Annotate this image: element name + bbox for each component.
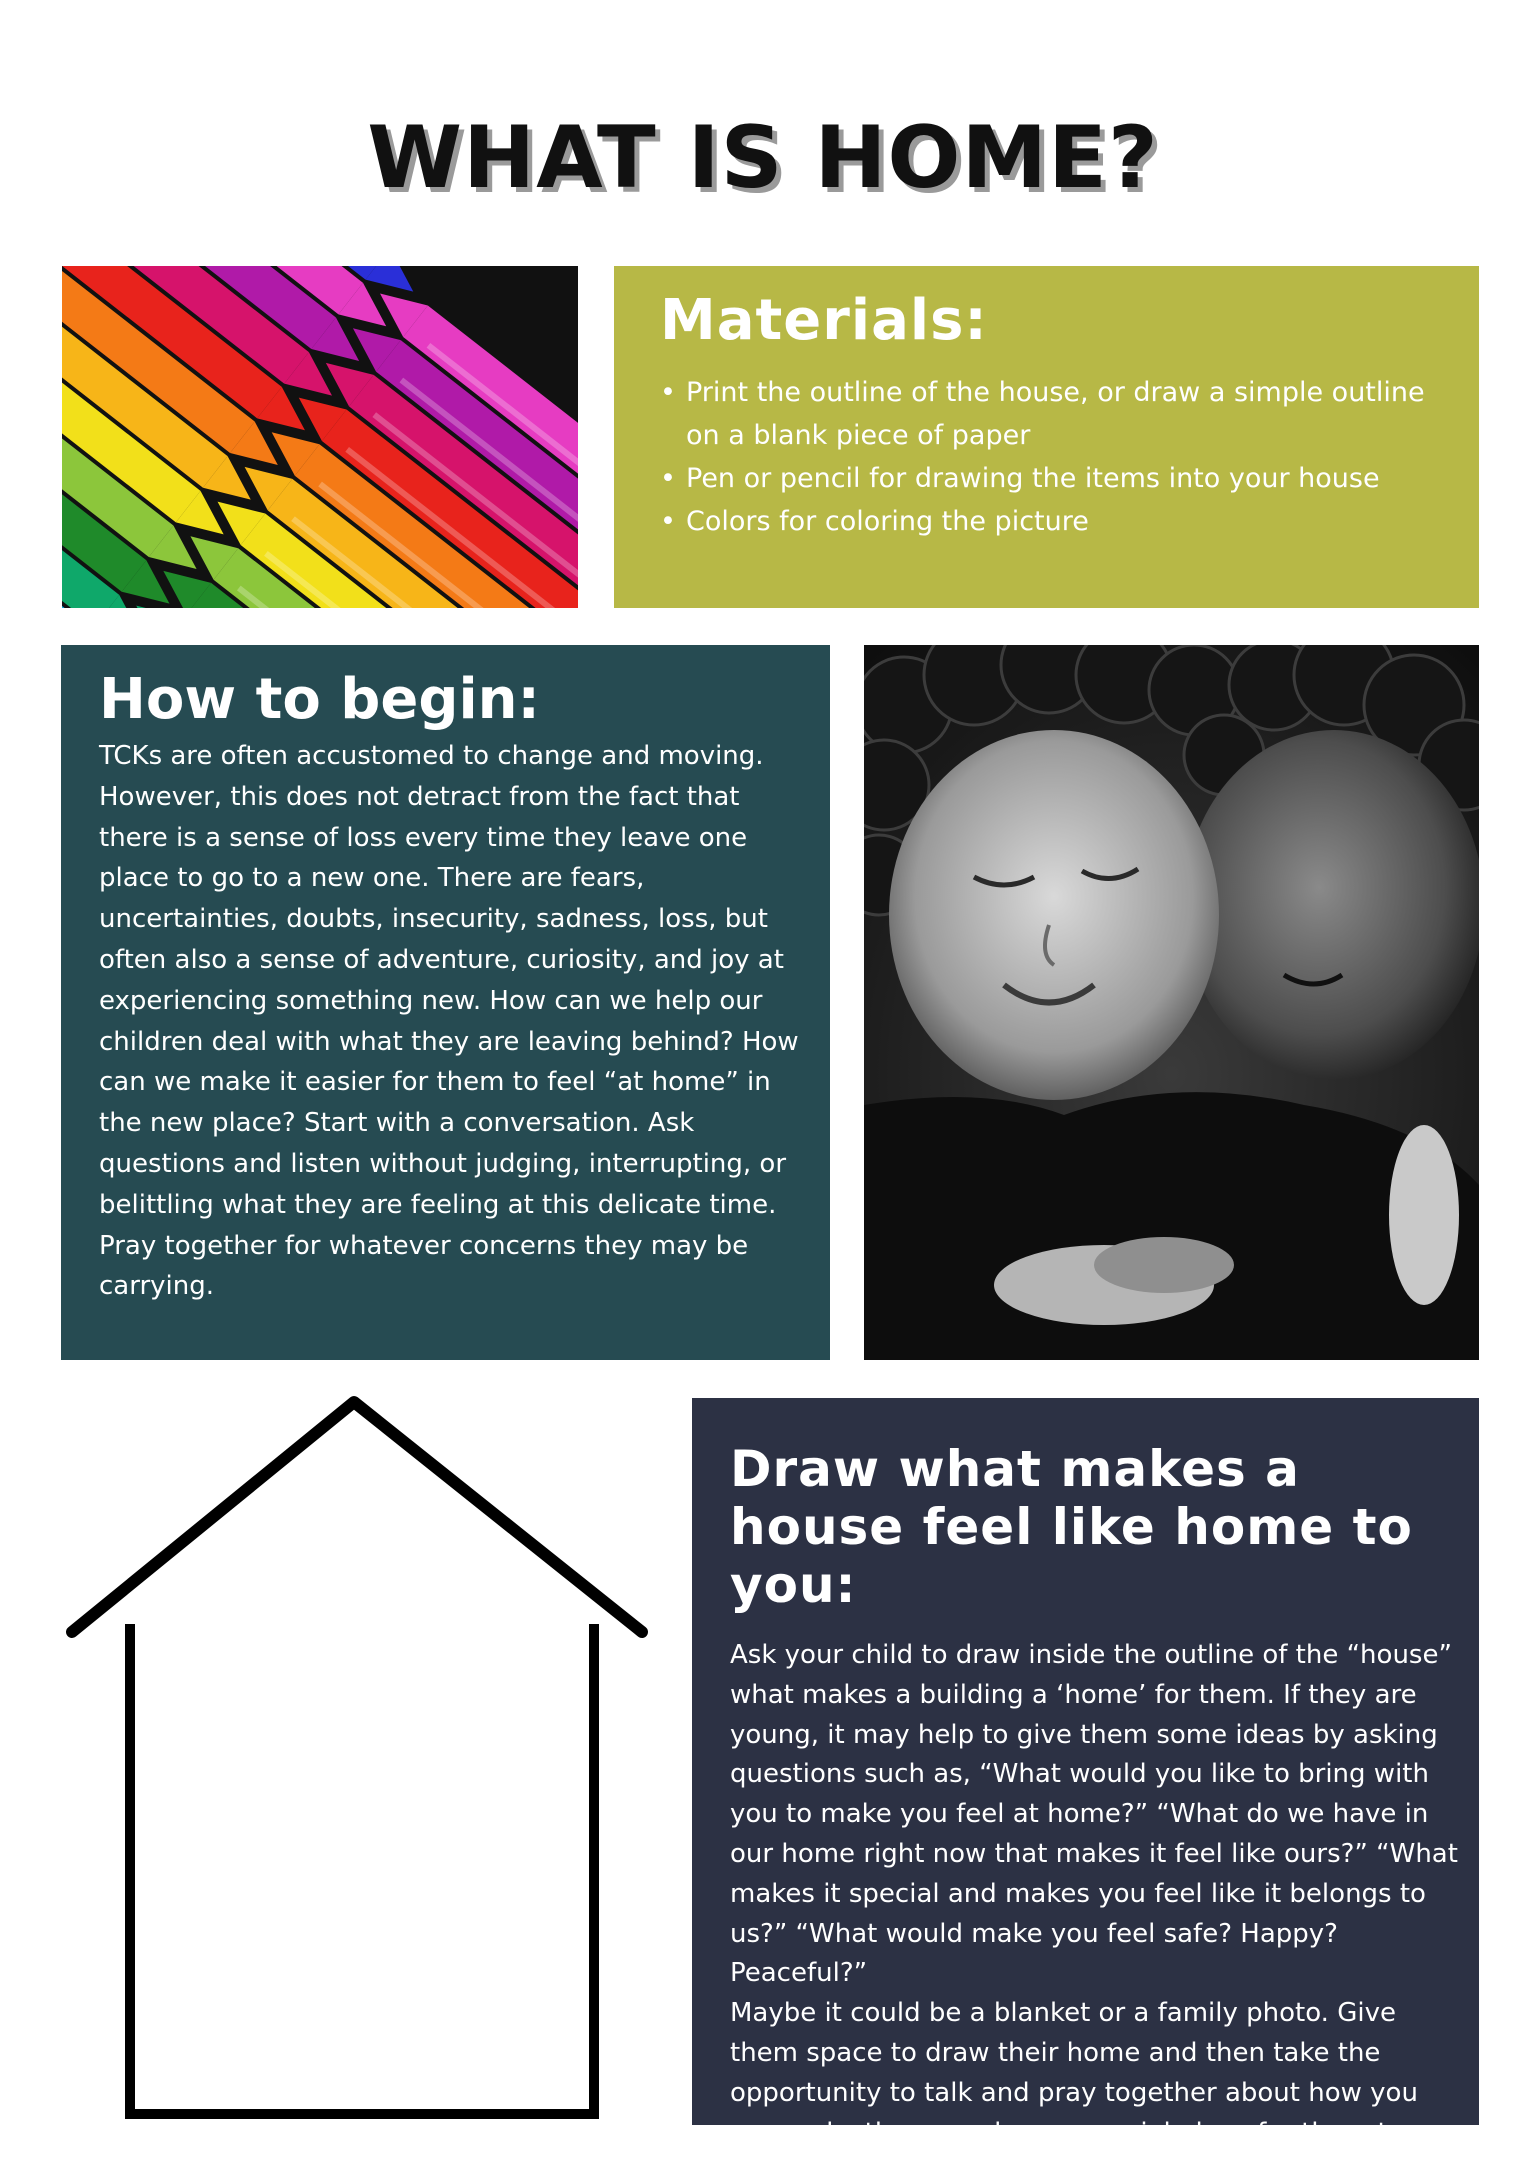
materials-heading: Materials: [660,288,988,353]
how-to-begin-panel [61,645,830,1360]
page-title: WHAT IS HOME? [367,108,1159,208]
materials-item: • Pen or pencil for drawing the items into your house [682,457,1439,500]
how-to-begin-heading: How to begin: [99,667,540,732]
crayons-photo [62,266,578,608]
materials-panel [614,266,1479,608]
how-to-begin-paragraph: Pray together for whatever concerns they may be carrying. [99,1230,749,1302]
crayons-illustration [62,266,578,608]
materials-item: • Print the outline of the house, or draw a simple outline on a blank piece of paper [682,371,1439,457]
house-outline [62,1392,662,2127]
house-outline-drawing [62,1392,662,2127]
mother-child-illustration [864,645,1479,1360]
mother-child-photo [864,645,1479,1360]
draw-home-paragraph: Maybe it could be a blanket or a family photo. Give them space to draw their home and then take the opportunity to talk and pray together about how you can make the new place a special place for them too. [730,1998,1428,2148]
draw-home-panel [692,1398,1479,2148]
materials-list [660,371,1439,543]
how-to-begin-paragraph: TCKs are often accustomed to change and moving. However, this does not detract from the fact that there is a sense of loss every time they leave one place to go to a new one. There are fears, uncertainties, doubts, insecurity, sadness, loss, but often also a sense of adventure, curiosity, and joy at experiencing something new. How can we help our children deal with what they are leaving behind? How can we make it easier for them to feel “at home” in the new place? Start with a conversation. Ask questions and listen without judging, interrupting, or belittling what they are feeling at this delicate time. [99,741,799,1220]
materials-item: • Colors for coloring the picture [682,500,1439,543]
draw-home-paragraph: Ask your child to draw inside the outline of the “house” what makes a building a ‘home’ for them. If they are young, it may help to give them some ideas by asking questions such as, “What would you like to bring with you to make you feel at home?” “What do we have in our home right now that makes it feel like ours?” “What makes it special and makes you feel like it belongs to us?” “What would make you feel safe? Happy? Peaceful?” [730,1640,1458,1989]
draw-home-heading: Draw what makes a house feel like home to you: [730,1440,1413,1614]
